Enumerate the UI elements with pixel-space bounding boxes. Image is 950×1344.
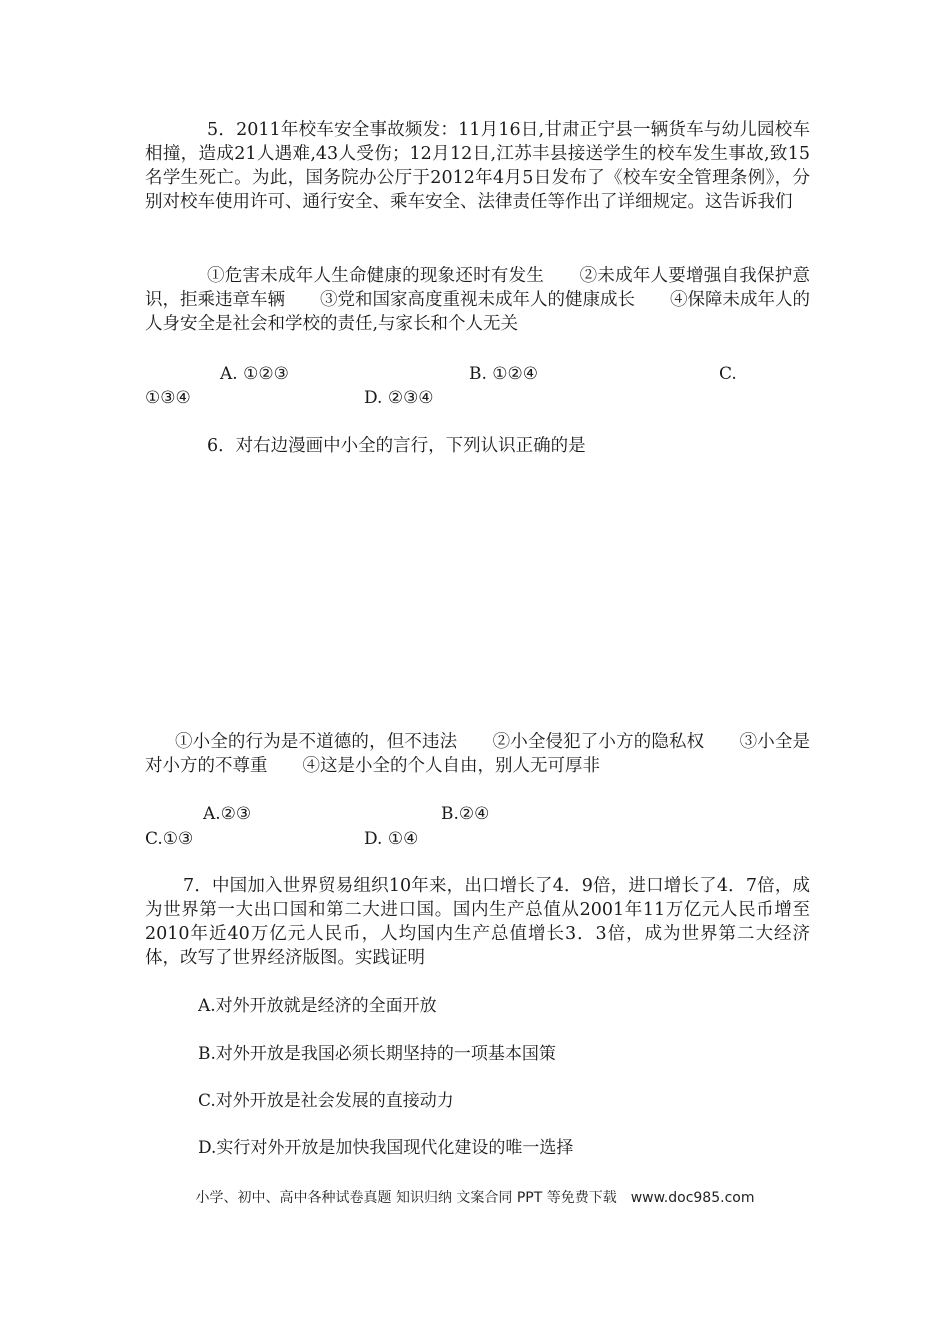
cartoon-placeholder-area <box>145 470 810 720</box>
question-6-statements: ①小全的行为是不道德的，但不违法 ②小全侵犯了小方的隐私权 ③小全是对小方的不尊重 ④这是小全的个人自由，别人无可厚非 <box>145 732 810 776</box>
page-footer: 小学、初中、高中各种试卷真题 知识归纳 文案合同 PPT 等免费下载 www.doc985.com <box>195 1190 755 1206</box>
question-7-option-a: A.对外开放就是经济的全面开放 <box>198 996 437 1016</box>
question-6-option-b: B.②④ <box>441 804 490 824</box>
question-5-option-c-label: C. <box>719 364 737 384</box>
question-5-option-c-value: ①③④ <box>145 388 191 408</box>
question-6-stem: 6．对右边漫画中小全的言行，下列认识正确的是 <box>207 436 586 456</box>
question-6-option-a: A.②③ <box>203 804 252 824</box>
question-6-option-d: D. ①④ <box>364 829 419 849</box>
question-7-option-b: B.对外开放是我国必须长期坚持的一项基本国策 <box>198 1044 556 1064</box>
question-5-option-a: A. ①②③ <box>220 364 289 384</box>
question-7-option-d: D.实行对外开放是加快我国现代化建设的唯一选择 <box>198 1138 574 1158</box>
question-7-stem: 7．中国加入世界贸易组织10年来，出口增长了4．9倍，进口增长了4．7倍，成为世界第一大出口国和第二大进口国。国内生产总值从2001年11万亿元人民币增至2010年近40万亿元人民币，人均国内生产总值增长3．3倍，成为世界第二大经济体，改写了世界经济版图。实践证明 <box>145 876 810 968</box>
question-5-stem: 5．2011年校车安全事故频发：11月16日,甘肃正宁县一辆货车与幼儿园校车相撞，造成21人遇难,43人受伤；12月12日,江苏丰县接送学生的校车发生事故,致15名学生死亡。为此，国务院办公厅于2012年4月5日发布了《校车安全管理条例》，分别对校车使用许可、通行安全、乘车安全、法律责任等作出了详细规定。这告诉我们 <box>145 120 810 212</box>
question-7-option-c: C.对外开放是社会发展的直接动力 <box>198 1091 454 1111</box>
question-6-option-c: C.①③ <box>145 829 194 849</box>
question-5-option-b: B. ①②④ <box>469 364 539 384</box>
question-5-statements: ①危害未成年人生命健康的现象还时有发生 ②未成年人要增强自我保护意识，拒乘违章车辆 ③党和国家高度重视未成年人的健康成长 ④保障未成年人的人身安全是社会和学校的责任,与家长和个人无关 <box>145 266 810 334</box>
question-5-option-d: D. ②③④ <box>364 388 434 408</box>
